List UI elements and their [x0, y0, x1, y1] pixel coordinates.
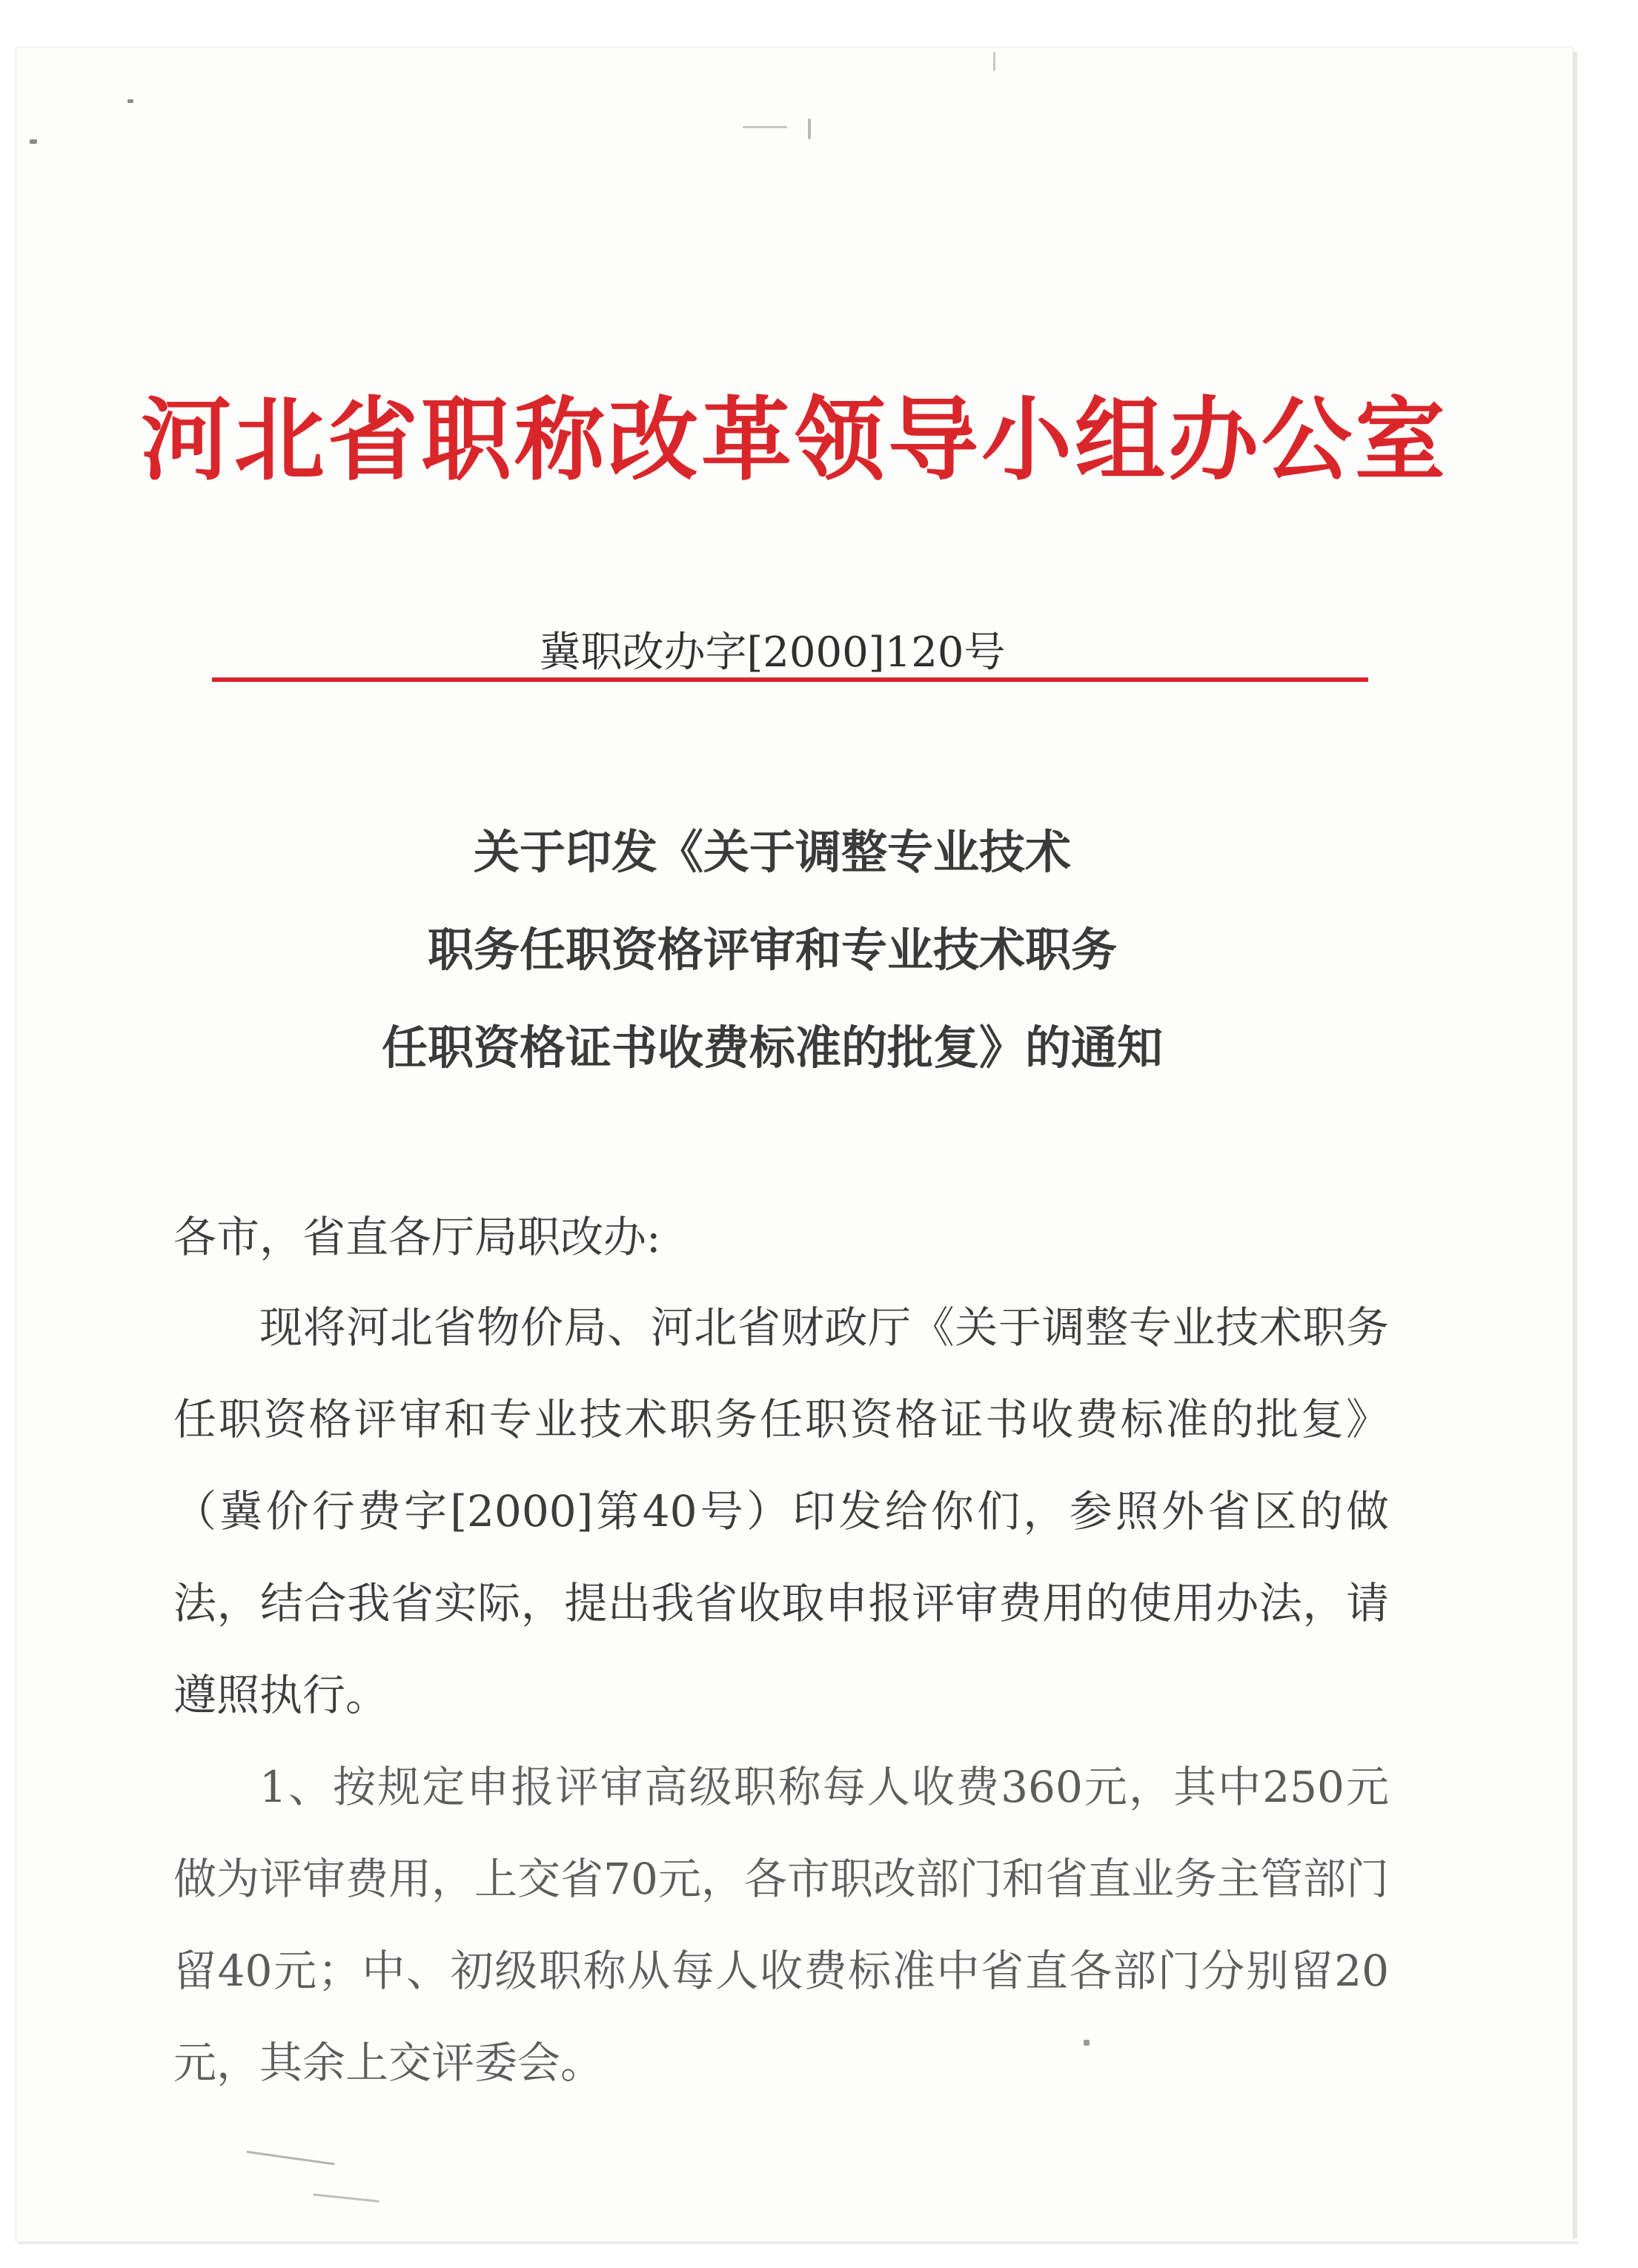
notice-title-line: 关于印发《关于调整专业技术: [473, 825, 1071, 879]
office-name-heading: 河北省职称改革领导小组办公室: [141, 386, 1448, 493]
notice-title-line: 任职资格证书收费标准的批复》的通知: [381, 1021, 1163, 1075]
red-divider-line: [212, 677, 1368, 682]
scan-speck: [127, 99, 133, 103]
scan-speck: [808, 119, 811, 139]
scan-edge-shadow: [18, 2241, 1577, 2244]
body-paragraph: 1、按规定申报评审高级职称每人收费360元，其中250元做为评审费用，上交省70元，各市职改部门和省直业务主管部门留40元；中、初级职称从每人收费标准中省直各部门分别留20元，其余上交评委会。: [173, 1762, 1389, 2088]
scan-speck: [246, 2151, 334, 2166]
notice-title-line: 职务任职资格评审和专业技术职务: [427, 923, 1117, 977]
notice-title: [16, 803, 1528, 1097]
document-page: [16, 47, 1573, 2241]
salutation: 各市，省直各厅局职改办:: [173, 1212, 661, 1262]
scan-speck: [30, 139, 37, 144]
scan-speck: [313, 2193, 379, 2202]
scan-edge-shadow: [1573, 52, 1577, 2238]
body-paragraph: 现将河北省物价局、河北省财政厅《关于调整专业技术职务任职资格评审和专业技术职务任职资格证书收费标准的批复》（冀价行费字[2000]第40号）印发给你们，参照外省区的做法，结合我省实际，提出我省收取申报评审费用的使用办法，请遵照执行。: [173, 1302, 1389, 1720]
scan-speck: [993, 52, 995, 71]
scan-speck: [743, 126, 787, 128]
notice-body: [173, 1193, 1389, 2109]
document-number: 冀职改办字[2000]120号: [539, 629, 1006, 677]
